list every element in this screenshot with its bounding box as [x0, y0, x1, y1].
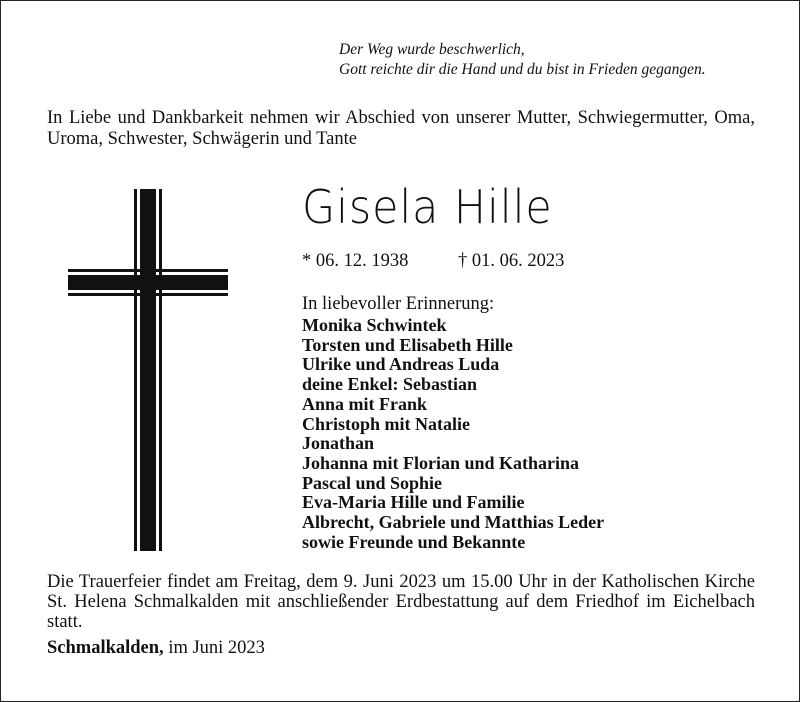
birth-date: * 06. 12. 1938	[302, 251, 409, 271]
intro-text: In Liebe und Dankbarkeit nehmen wir Abschied von unserer Mutter, Schwiegermutter, Oma, Uroma, Schwester, Schwägerin und Tante	[47, 108, 755, 149]
mourner-entry: Christoph mit Natalie	[302, 413, 470, 434]
mourner-entry: deine Enkel: Sebastian	[302, 374, 478, 395]
mourner-entry: Albrecht, Gabriele und Matthias Leder	[302, 512, 605, 533]
motto-quote	[339, 40, 706, 80]
deceased-name: Gisela Hille	[302, 180, 553, 234]
motto-line-2: Gott reichte dir die Hand und du bist in Frieden gegangen.	[339, 61, 706, 78]
service-info: Die Trauerfeier findet am Freitag, dem 9. Juni 2023 um 15.00 Uhr in der Katholischen Kirche St. Helena Schmalkalden mit anschließender Erdbestattung auf dem Friedhof im Eichelbach statt.	[47, 572, 755, 632]
mourner-entry: Pascal und Sophie	[302, 472, 443, 493]
mourner-entry: Jonathan	[302, 433, 375, 454]
closing-date: im Juni 2023	[168, 638, 265, 658]
mourner-entry: Eva-Maria Hille und Familie	[302, 492, 525, 513]
mourner-list	[302, 316, 604, 552]
cross-icon	[68, 189, 228, 551]
closing-line	[47, 638, 265, 659]
mourner-entry: Johanna mit Florian und Katharina	[302, 452, 580, 473]
mourner-entry: Monika Schwintek	[302, 315, 447, 335]
life-dates	[302, 251, 565, 272]
mourner-entry: Anna mit Frank	[302, 393, 428, 414]
death-date: † 01. 06. 2023	[458, 251, 565, 271]
closing-city: Schmalkalden,	[47, 638, 164, 658]
mourner-entry: sowie Freunde und Bekannte	[302, 531, 526, 552]
motto-line-1: Der Weg wurde beschwerlich,	[339, 41, 525, 58]
mourner-entry: Ulrike und Andreas Luda	[302, 354, 500, 375]
memory-heading: In liebevoller Erinnerung:	[302, 294, 495, 314]
memory-block	[302, 294, 604, 552]
mourner-entry: Torsten und Elisabeth Hille	[302, 334, 513, 355]
